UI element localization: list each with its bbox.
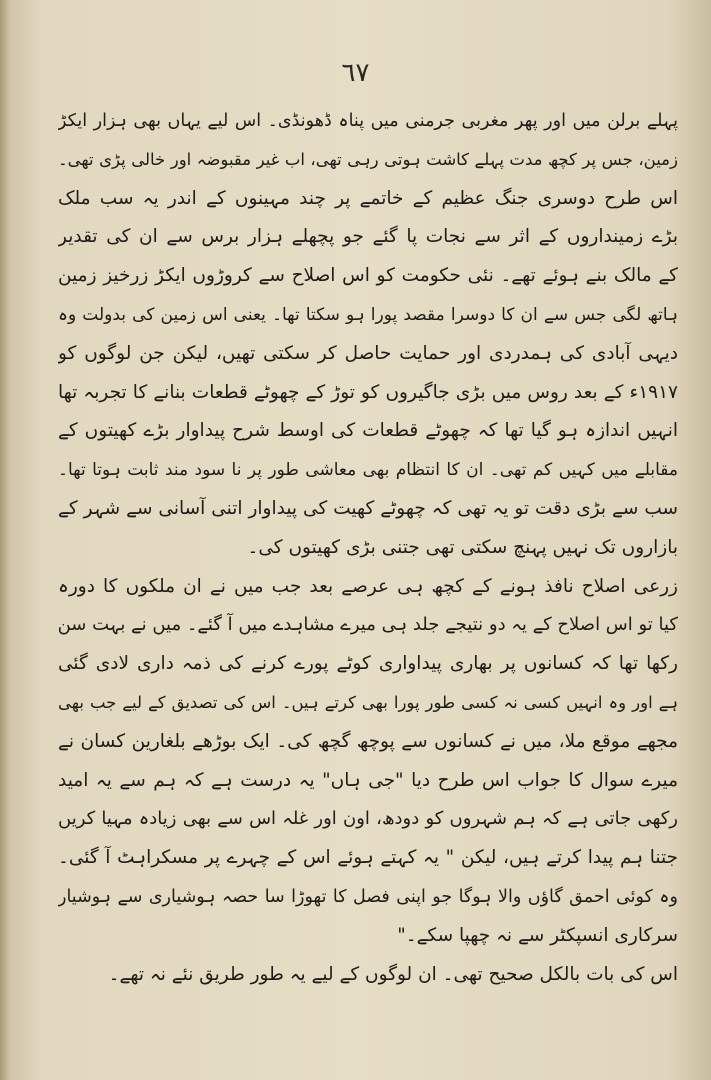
page-binding-shadow (0, 0, 10, 1080)
page-number: ٦٧ (341, 58, 370, 88)
text-line: اس کی بات بالکل صحیح تھی۔ ان لوگوں کے لیے یہ طور طریق نئے نہ تھے۔ (108, 963, 678, 985)
text-line: جتنا ہم پیدا کرتے ہیں، لیکن " یہ کہتے ہوئے اس کے چہرے پر مسکراہٹ آ گئی۔ (58, 847, 678, 869)
text-line: پہلے برلن میں اور پھر مغربی جرمنی میں پناہ ڈھونڈی۔ اس لیے یہاں بھی ہزار ایکڑ (58, 111, 678, 131)
text-line: بازاروں تک نہیں پہنچ سکتی تھی جتنی بڑی کھیتوں کی۔ (247, 536, 678, 558)
text-line: سرکاری انسپکٹر سے نہ چھپا سکے۔" (397, 924, 678, 946)
text-line: ہے اور وہ انہیں کسی نہ کسی طور پورا بھی کرتے ہیں۔ اس کی تصدیق کے لیے جب بھی (58, 692, 678, 712)
text-line: مجھے موقع ملا، میں نے کسانوں سے پوچھ گچھ کی۔ ایک بوڑھے بلغارین کسان نے (58, 730, 678, 752)
text-line: کیا تو اس اصلاح کے یہ دو نتیجے جلد ہی میرے مشاہدے میں آ گئے۔ میں نے بہت سن (58, 614, 678, 636)
text-line: سب سے بڑی دقت تو یہ تھی کہ چھوٹے کھیت کی پیداوار اتنی آسانی سے شہر کے (58, 497, 678, 519)
text-line: رکھی جاتی ہے کہ ہم شہروں کو دودھ، اون اور غلہ اس سے بھی زیادہ مہیا کریں (58, 808, 678, 830)
text-line: میرے سوال کا جواب اس طرح دیا "جی ہاں" یہ درست ہے کہ ہم سے یہ امید (58, 769, 678, 791)
text-line: ۱۹۱۷ء کے بعد روس میں بڑی جاگیروں کو توڑ کے چھوٹے قطعات بنانے کا تجربہ تھا (58, 381, 678, 403)
text-line: ہاتھ لگی جس سے ان کا دوسرا مقصد پورا ہو سکتا تھا۔ یعنی اس زمین کی بدولت وہ (58, 304, 678, 325)
text-line: زرعی اصلاح نافذ ہونے کے کچھ ہی عرصے بعد جب میں نے ان ملکوں کا دورہ (58, 575, 678, 597)
text-line: زمین، جس پر کچھ مدت پہلے کاشت ہوتی رہی تھی، اب غیر مقبوضہ اور خالی پڑی تھی۔ (58, 149, 678, 169)
body-text (58, 102, 678, 994)
text-line: وہ کوئی احمق گاؤں والا ہوگا جو اپنی فصل کا تھوڑا سا حصہ ہوشیاری سے ہوشیار (58, 886, 678, 907)
text-line: انہیں اندازہ ہو گیا تھا کہ چھوٹے قطعات کی اوسط شرح پیداوار بڑے کھیتوں کے (58, 420, 678, 442)
text-line: رکھا تھا کہ کسانوں پر بھاری پیداواری کوٹے پورے کرنے کی ذمہ داری لادی گئی (58, 653, 678, 675)
text-line: اس طرح دوسری جنگ عظیم کے خاتمے پر چند مہینوں کے اندر یہ سب ملک (58, 187, 678, 209)
text-line: مقابلے میں کہیں کم تھی۔ ان کا انتظام بھی معاشی طور پر نا سود مند ثابت ہوتا تھا۔ (58, 460, 678, 481)
text-line: کے مالک بنے ہوئے تھے۔ نئی حکومت کو اس اصلاح سے کروڑوں ایکڑ زرخیز زمین (58, 265, 678, 287)
text-line: دیہی آبادی کی ہمدردی اور حمایت حاصل کر سکتی تھیں، لیکن جن لوگوں کو (58, 342, 678, 364)
text-line: بڑے زمینداروں کے اثر سے نجات پا گئے جو پچھلے ہزار برس سے ان کی تقدیر (58, 226, 678, 248)
